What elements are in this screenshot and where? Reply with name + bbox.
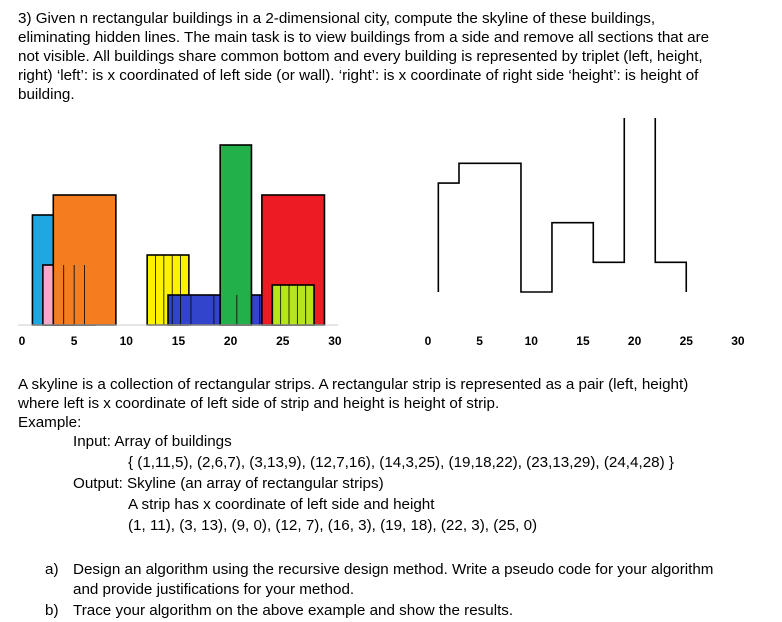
output-value: (1, 11), (3, 13), (9, 0), (12, 7), (16, 3), (19, 18), (22, 3), (25, 0) [128, 517, 538, 534]
skyline-outline [438, 118, 686, 292]
strip-note: A strip has x coordinate of left side and height [128, 496, 435, 513]
skyline-figure [0, 118, 782, 358]
right-tick-label: 30 [731, 334, 745, 348]
problem-line: eliminating hidden lines. The main task is to view buildings from a side and remove all sections that are [18, 29, 710, 46]
problem-line: not visible. All buildings share common bottom and every building is represented by triplet (left, height, [18, 48, 703, 65]
definition-line: where left is x coordinate of left side of strip and height is height of strip. [18, 395, 500, 412]
right-tick-label: 15 [576, 334, 590, 348]
left-tick-label: 25 [276, 334, 290, 348]
left-tick-label: 0 [18, 334, 26, 348]
right-tick-label: 20 [627, 334, 642, 348]
question-a-line: and provide justifications for your method. [73, 581, 355, 598]
problem-line: right) ‘left’: is x coordinated of left side (or wall). ‘right’: is x coordinate of right side ‘height’: is height of [18, 67, 699, 84]
input-value: { (1,11,5), (2,6,7), (3,13,9), (12,7,16), (14,3,25), (19,18,22), (23,13,29), (24,4,28) } [128, 454, 674, 471]
definition-line: Example: [18, 414, 82, 431]
right-tick-label: 5 [476, 334, 483, 348]
problem-line: building. [18, 86, 75, 103]
right-tick-label: 10 [524, 334, 538, 348]
right-tick-label: 25 [679, 334, 693, 348]
question-b-label: b) [45, 602, 59, 619]
question-a-line: Design an algorithm using the recursive design method. Write a pseudo code for your algorithm [73, 561, 714, 578]
problem-statement [18, 9, 768, 104]
left-tick-label: 20 [223, 334, 238, 348]
skyline-definition [18, 375, 768, 432]
question-a-label: a) [45, 561, 59, 578]
output-label: Output: Skyline (an array of rectangular strips) [73, 475, 384, 492]
buildings-chart [18, 145, 342, 348]
definition-line: A skyline is a collection of rectangular strips. A rectangular strip is represented as a pair (left, height) [18, 376, 689, 393]
right-tick-label: 0 [424, 334, 432, 348]
input-label: Input: Array of buildings [73, 433, 232, 450]
left-tick-label: 5 [70, 334, 78, 348]
left-tick-label: 15 [171, 334, 186, 348]
building-8 [272, 285, 314, 325]
skyline-chart [420, 118, 770, 348]
left-tick-label: 30 [328, 334, 342, 348]
question-b-line: Trace your algorithm on the above example and show the results. [73, 602, 514, 619]
problem-line: 3) Given n rectangular buildings in a 2-dimensional city, compute the skyline of these buildings, [18, 10, 656, 27]
left-tick-label: 10 [119, 334, 133, 348]
building-6 [220, 145, 251, 325]
